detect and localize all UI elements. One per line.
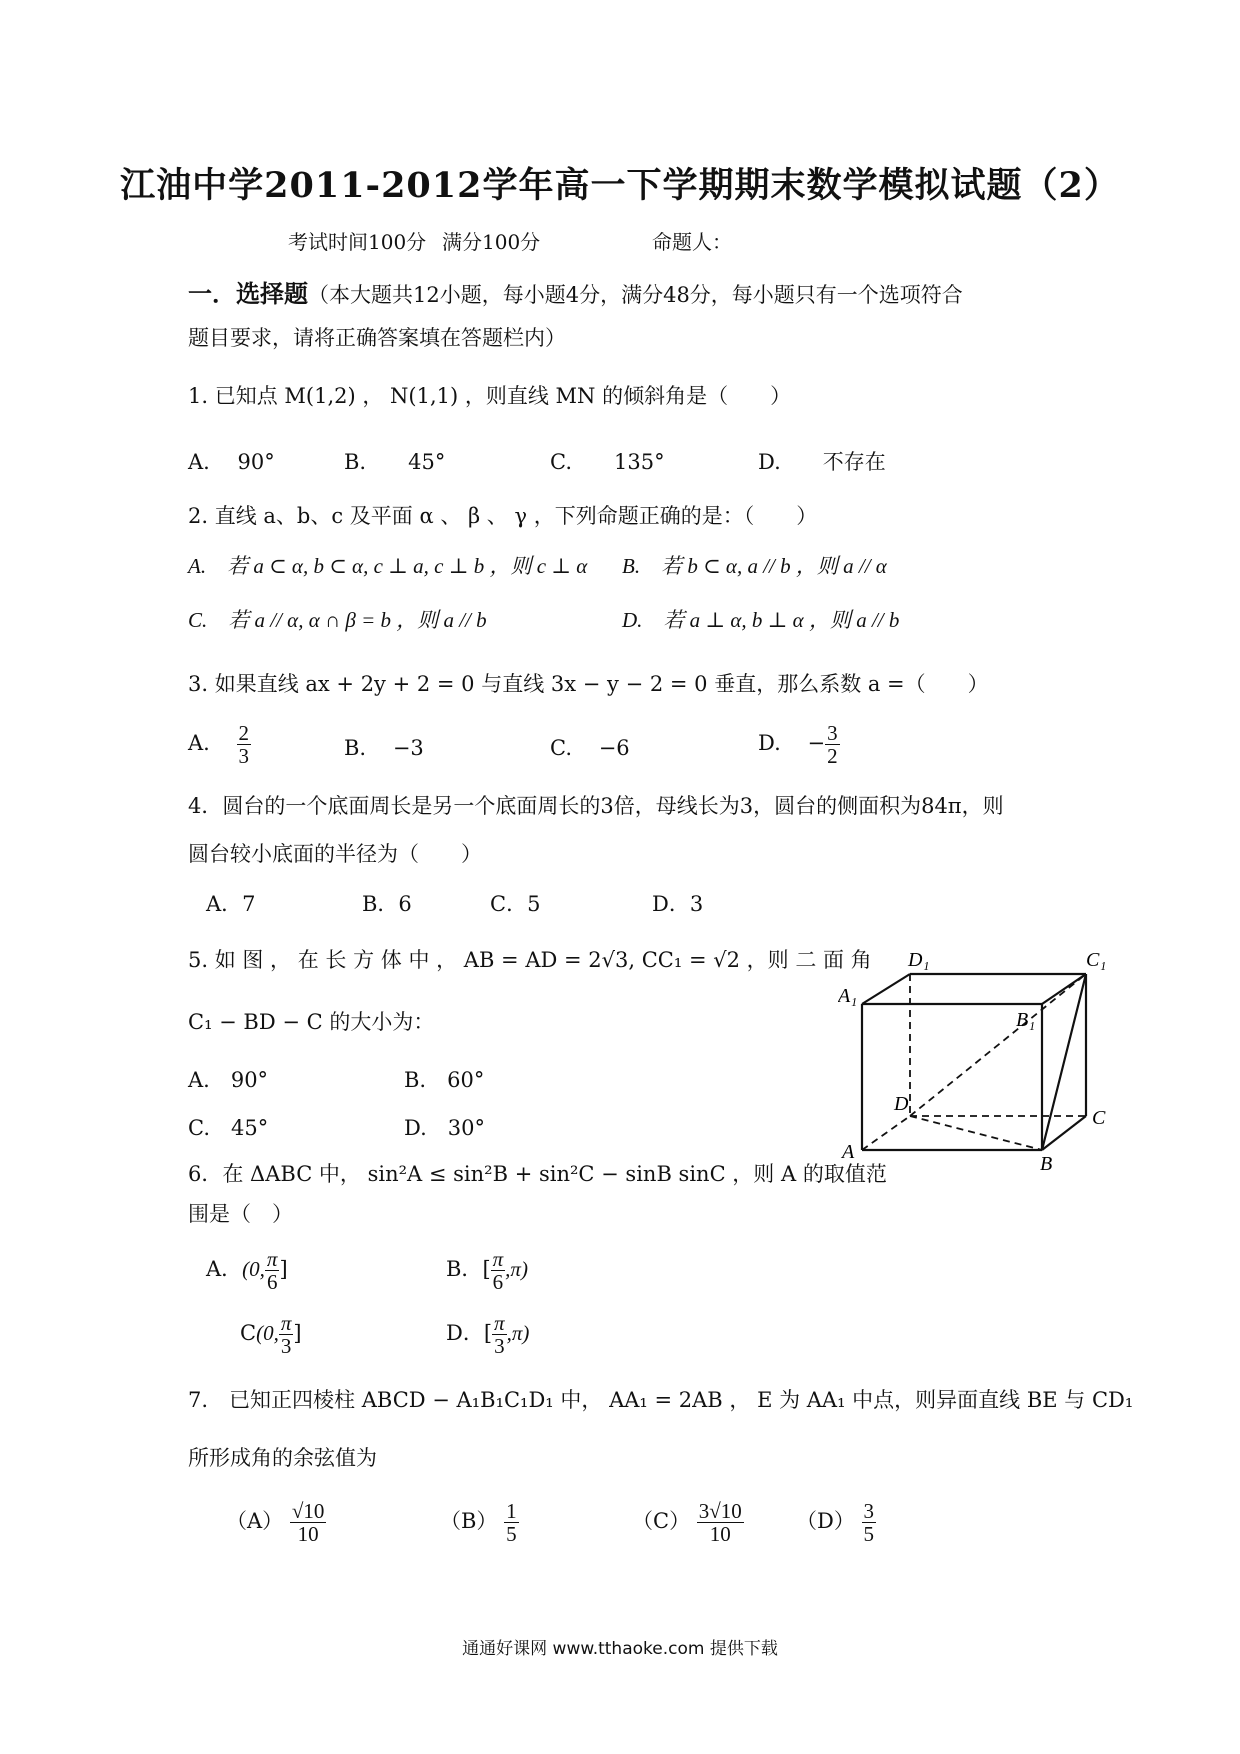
q6-option-d: D．[ $\frac{\pi}{3}$ ,π) (446, 1311, 530, 1359)
label-d1: D₁ (908, 949, 930, 971)
q2-option-d: D. 若 a ⊥ α, b ⊥ α ，则 a // b (622, 608, 900, 632)
q1-stem: 1. 已知点 M(1,2) ， N(1,1) ，则直线 MN 的倾斜角是（ ） (188, 384, 792, 408)
q7-stem-line2: 所形成角的余弦值为 (188, 1446, 377, 1470)
q5-option-b: B. 60° (404, 1068, 485, 1092)
q4-option-a: A．7 (206, 892, 256, 916)
q6-option-a: A．(0, $\frac{\pi}{6}$ ] (206, 1247, 288, 1295)
q7-fraction-d: $\frac{3}{5}$ (863, 1499, 875, 1547)
q7-option-a: （A） $\frac{√10}{10}$ (226, 1499, 325, 1547)
full-score: 满分100分 (442, 230, 541, 254)
q1-option-d: D. 不存在 (758, 450, 886, 474)
q6-fraction-c: $\frac{\pi}{3}$ (280, 1311, 292, 1359)
q7-option-d: （D） $\frac{3}{5}$ (796, 1499, 875, 1547)
q3-fraction-d: $\frac{3}{2}$ (827, 721, 838, 769)
q3-option-d: D. − $\frac{3}{2}$ (758, 721, 838, 769)
q7-stem-line1: 7. 已知正四棱柱 ABCD − A₁B₁C₁D₁ 中， AA₁ = 2AB ， E 为 AA₁ 中点，则异面直线 BE 与 CD₁ (188, 1388, 1134, 1412)
segment-d-b-hidden (910, 1116, 1042, 1150)
q3-fraction-a: $\frac{2}{3}$ (238, 721, 250, 769)
q7-fraction-b: $\frac{1}{5}$ (506, 1499, 517, 1547)
q1-option-b: B. 45° (344, 450, 446, 474)
q6-fraction-b: $\frac{\pi}{6}$ (492, 1247, 504, 1295)
q7-option-c: （C） $\frac{3√10}{10}$ (632, 1499, 742, 1547)
label-a: A (842, 1141, 855, 1163)
author-label: 命题人： (652, 230, 732, 254)
q4-stem-line2: 圆台较小底面的半径为（ ） (188, 842, 482, 866)
section-header (188, 274, 963, 309)
q3-option-b (344, 736, 424, 760)
section-note-line2: 题目要求，请将正确答案填在答题栏内） (188, 326, 566, 350)
q5-stem-line1: 5. 如 图 ， 在 长 方 体 中 ， AB = AD = 2√3, CC₁ = √2 ，则 二 面 角 (188, 948, 872, 972)
label-d: D (894, 1093, 909, 1115)
page-title: 江油中学2011-2012学年高一下学期期末数学模拟试题（2） (120, 165, 1120, 206)
page-footer: 通通好课网 www.tthaoke.com 提供下载 (462, 1639, 778, 1659)
q2-stem: 2. 直线 a、b、c 及平面 α 、 β 、 γ ，下列命题正确的是：（ ） (188, 504, 818, 528)
q5-option-d: D. 30° (404, 1116, 485, 1140)
q6-option-c: C(0, $\frac{\pi}{3}$ ] (240, 1311, 302, 1359)
segment-d-c1-hidden (910, 974, 1086, 1116)
q5-option-a: A. 90° (188, 1068, 269, 1092)
q1-option-c: C. 135° (550, 450, 665, 474)
q3-label-a: A. (188, 731, 210, 756)
q2-option-a: A. 若 a ⊂ α, b ⊂ α, c ⊥ a, c ⊥ b ，则 c ⊥ α (188, 554, 588, 578)
q3-label-c: C. (550, 736, 572, 760)
q4-option-d: D．3 (652, 892, 704, 916)
q2-option-c: C. 若 a // α, α ∩ β = b ，则 a // b (188, 608, 487, 632)
section-note: （本大题共12小题，每小题4分，满分48分，每小题只有一个选项符合 (308, 283, 963, 307)
section-heading: 一．选择题 (188, 280, 308, 308)
q4-option-b: B．6 (362, 892, 412, 916)
q6-fraction-a: $\frac{\pi}{6}$ (266, 1247, 278, 1295)
q3-value-c: −6 (598, 736, 630, 760)
q2-option-b: B. 若 b ⊂ α, a // b ，则 a // α (622, 554, 887, 578)
q3-stem: 3. 如果直线 ax + 2y + 2 = 0 与直线 3x − y − 2 = 0 垂直，那么系数 a =（ ） (188, 672, 989, 696)
q4-stem-line1: 4．圆台的一个底面周长是另一个底面周长的3倍，母线长为3，圆台的侧面积为84π，则 (188, 794, 1004, 818)
label-b1: B₁ (1016, 1009, 1036, 1031)
label-b: B (1040, 1153, 1053, 1170)
q7-fraction-c: $\frac{3√10}{10}$ (698, 1499, 742, 1547)
q5-stem-line2: C₁ − BD − C 的大小为： (188, 1010, 435, 1034)
q6-stem-line1: 6．在 ΔABC 中， sin²A ≤ sin²B + sin²C − sinB sinC ，则 A 的取值范 (188, 1162, 887, 1186)
q3-label-d: D. (758, 731, 781, 756)
label-a1: A₁ (838, 985, 858, 1007)
q7-option-b: （B） $\frac{1}{5}$ (440, 1499, 517, 1547)
q3-option-c (550, 736, 630, 760)
q3-value-b: −3 (392, 736, 424, 760)
q5-option-c: C. 45° (188, 1116, 269, 1140)
q1-option-a: A. 90° (188, 450, 275, 474)
q3-label-b: B. (344, 736, 367, 760)
edge-a-d-hidden (862, 1116, 910, 1150)
q6-stem-line2: 围是（ ） (188, 1202, 293, 1226)
exam-time: 考试时间100分 (288, 230, 427, 254)
q7-fraction-a: $\frac{√10}{10}$ (291, 1499, 325, 1547)
q3-option-a (188, 722, 251, 767)
q4-option-c: C．5 (490, 892, 541, 916)
q6-option-b: B．[ $\frac{\pi}{6}$ ,π) (446, 1247, 528, 1295)
label-c1: C₁ (1086, 949, 1107, 971)
label-c: C (1092, 1107, 1106, 1129)
q6-fraction-d: $\frac{\pi}{3}$ (494, 1311, 505, 1359)
cuboid-figure (838, 938, 1116, 1170)
edge-a1-d1 (862, 974, 910, 1004)
